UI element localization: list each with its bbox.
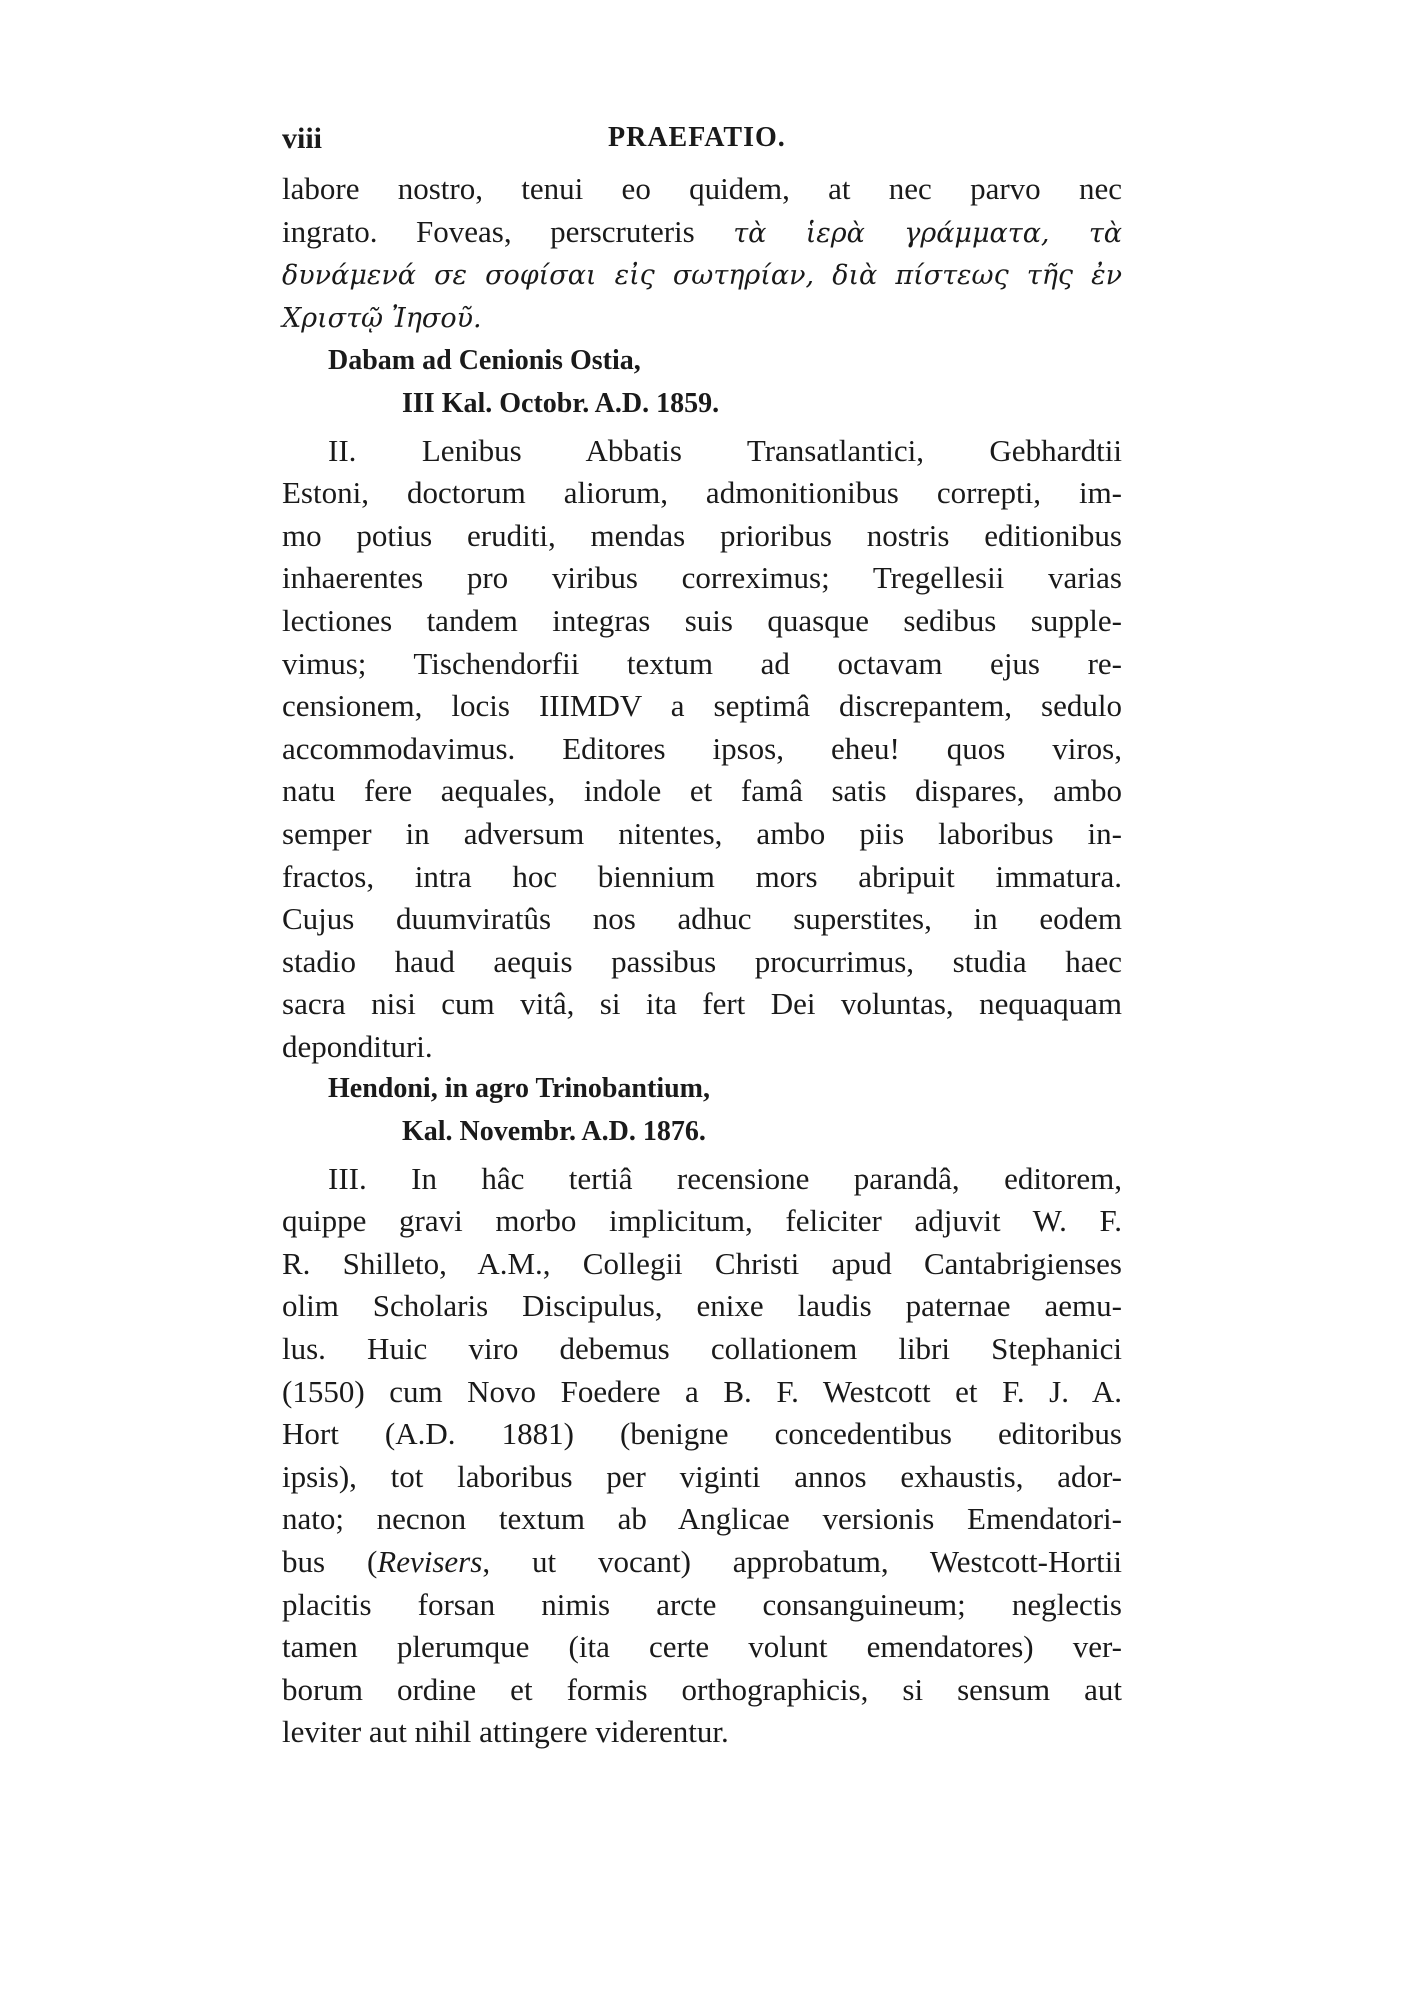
text-line: labore nostro, tenui eo quidem, at nec parvo nec	[282, 171, 1122, 206]
text-line: natu fere aequales, indole et famâ satis dispares, ambo	[282, 773, 1122, 809]
page-body	[282, 168, 1122, 1754]
text-line: tamen plerumque (ita certe volunt emendatores) ver-	[282, 1629, 1122, 1665]
text-line: III. In hâc tertiâ recensione parandâ, editorem,	[328, 1160, 1122, 1196]
text-line: quippe gravi morbo implicitum, feliciter adjuvit W. F.	[282, 1203, 1122, 1239]
text-line: Cujus duumviratûs nos adhuc superstites, in eodem	[282, 901, 1122, 937]
text-line: placitis forsan nimis arcte consanguineum; neglectis	[282, 1586, 1122, 1622]
page-number: viii	[282, 122, 323, 155]
text-segment: ingrato. Foveas, perscruteris	[282, 213, 734, 249]
text-line	[282, 211, 1122, 256]
text-line: depondituri.	[282, 1028, 433, 1064]
signature-date: III Kal. Octobr. A.D. 1859.	[402, 387, 720, 419]
text-line: Hort (A.D. 1881) (benigne concedentibus editoribus	[282, 1416, 1122, 1452]
text-line: semper in adversum nitentes, ambo piis laboribus in-	[282, 815, 1122, 851]
text-line: nato; necnon textum ab Anglicae versionis Emendatori-	[282, 1501, 1122, 1537]
page-header	[282, 122, 1122, 162]
text-line: mo potius eruditi, mendas prioribus nostris editionibus	[282, 517, 1122, 553]
greek-text-line: δυνάμενά σε σοφίσαι εἰς σωτηρίαν, διὰ πίστεως τῆς ἐν	[282, 260, 1122, 292]
signature-place: Hendoni, in agro Trinobantium,	[328, 1073, 710, 1105]
text-line: vimus; Tischendorfii textum ad octavam ejus re-	[282, 645, 1122, 681]
signature-date: Kal. Novembr. A.D. 1876.	[402, 1116, 706, 1148]
text-line: (1550) cum Novo Foedere a B. F. Westcott et F. J. A.	[282, 1373, 1122, 1409]
text-line: sacra nisi cum vitâ, si ita fert Dei voluntas, nequaquam	[282, 986, 1122, 1022]
text-line: borum ordine et formis orthographicis, si sensum aut	[282, 1671, 1122, 1707]
text-line: ipsis), tot laboribus per viginti annos exhaustis, ador-	[282, 1458, 1122, 1494]
text-segment: bus (	[282, 1544, 378, 1579]
italic-term: Revisers	[377, 1544, 483, 1579]
text-line: stadio haud aequis passibus procurrimus, studia haec	[282, 943, 1122, 979]
text-line: leviter aut nihil attingere viderentur.	[282, 1714, 729, 1750]
text-line: lus. Huic viro debemus collationem libri Stephanici	[282, 1331, 1122, 1367]
text-line: II. Lenibus Abbatis Transatlantici, Gebhardtii	[328, 432, 1122, 468]
signature-place: Dabam ad Cenionis Ostia,	[328, 345, 641, 377]
text-segment: , ut vocant) approbatum, Westcott-Hortii	[482, 1544, 1122, 1579]
text-line	[282, 1541, 1122, 1584]
text-line: olim Scholaris Discipulus, enixe laudis paternae aemu-	[282, 1288, 1122, 1324]
greek-text: τὰ ἱερὰ γράμματα, τὰ	[733, 217, 1123, 249]
greek-text-line: Χριστῷ Ἰησοῦ.	[282, 302, 482, 334]
text-line: lectiones tandem integras suis quasque sedibus supple-	[282, 602, 1122, 638]
text-line: censionem, locis IIIMDV a septimâ discrepantem, sedulo	[282, 688, 1122, 724]
text-line: fractos, intra hoc biennium mors abripuit immatura.	[282, 858, 1122, 894]
text-line: inhaerentes pro viribus correximus; Tregellesii varias	[282, 560, 1122, 596]
text-line: R. Shilleto, A.M., Collegii Christi apud Cantabrigienses	[282, 1245, 1122, 1281]
text-line: Estoni, doctorum aliorum, admonitionibus correpti, im-	[282, 475, 1122, 511]
text-line: accommodavimus. Editores ipsos, eheu! quos viros,	[282, 730, 1122, 766]
running-head: PRAEFATIO.	[608, 122, 786, 153]
